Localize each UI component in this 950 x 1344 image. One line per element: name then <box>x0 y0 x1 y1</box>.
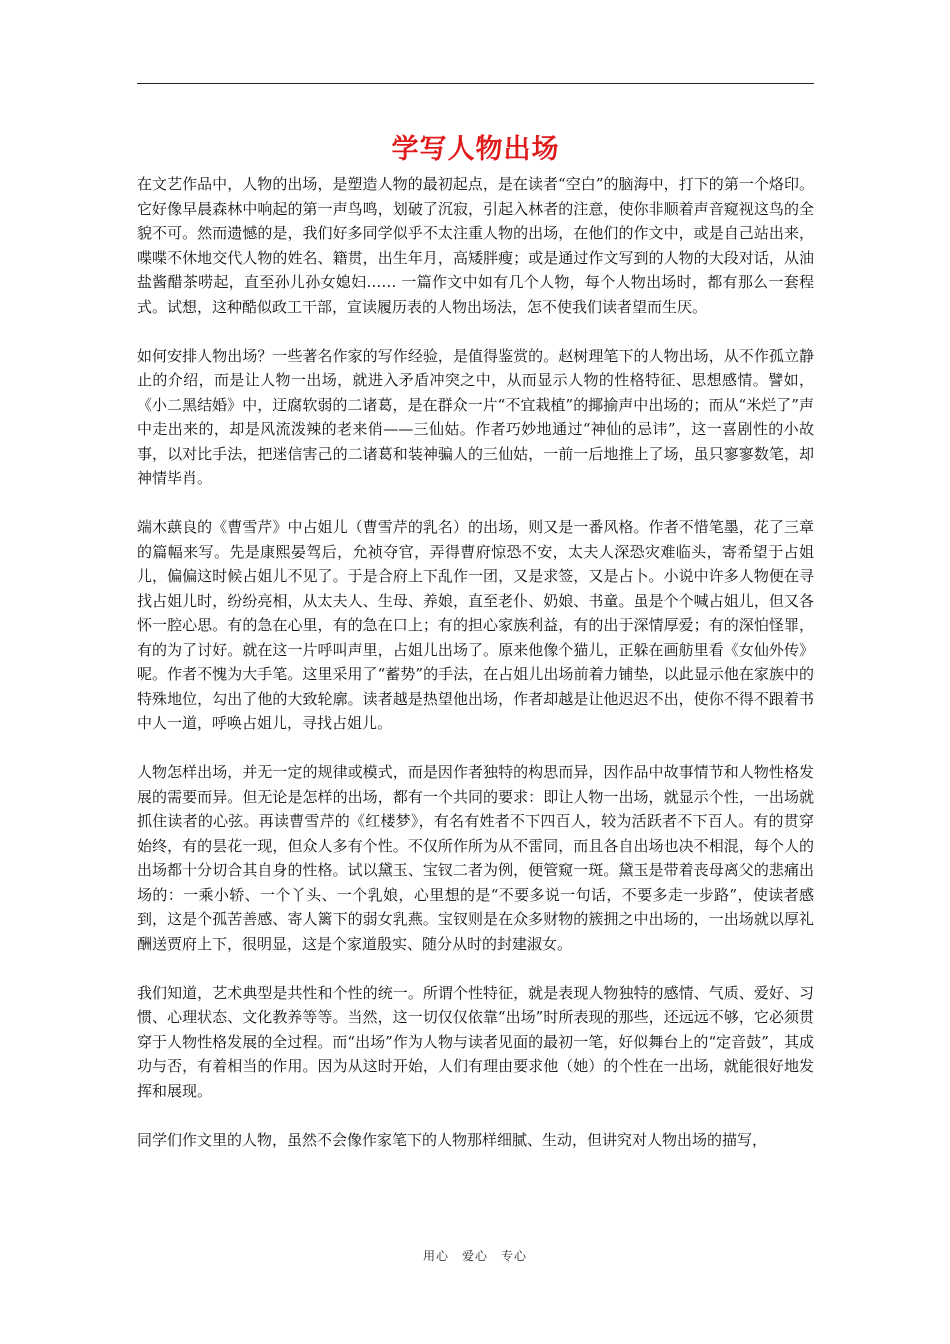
paragraph-6: 同学们作文里的人物，虽然不会像作家笔下的人物那样细腻、生动，但讲究对人物出场的描写， <box>137 1130 768 1149</box>
paragraph-4: 人物怎样出场，并无一定的规律或模式，而是因作者独特的构思而异，因作品中故事情节和人物性格发展的需要而异。但无论是怎样的出场，都有一个共同的要求：即让人物一出场，就显示个性，一出场就抓住读者的心弦。再读曹雪芹的《红楼梦》，有名有姓者不下四百人，较为活跃者不下百人。有的贯穿始终，有的昙花一现，但众人多有个性。不仅所作所为从不雷同，而且各自出场也决不相混，每个人的出场都十分切合其自身的性格。试以黛玉、宝钗二者为例，便管窥一斑。黛玉是带着丧母离父的悲痛出场的：一乘小轿、一个丫头、一个乳娘，心里想的是“不要多说一句话，不要多走一步路”，使读者感到，这是个孤苦善感、寄人篱下的弱女乳燕。宝钗则是在众多财物的簇拥之中出场的，一出场就以厚礼酬送贾府上下，很明显，这是个家道殷实、随分从时的封建淑女。 <box>137 763 814 953</box>
article-body <box>137 172 814 1177</box>
paragraph-5: 我们知道，艺术典型是共性和个性的统一。所谓个性特征，就是表现人物独特的感情、气质、爱好、习惯、心理状态、文化教养等等。当然，这一切仅仅依靠“出场”时所表现的那些，还远远不够，它必须贯穿于人物性格发展的全过程。而“出场”作为人物与读者见面的最初一笔，好似舞台上的“定音鼓”，其成功与否，有着相当的作用。因为从这时开始，人们有理由要求他（她）的个性在一出场，就能很好地发挥和展现。 <box>137 983 814 1100</box>
page-footer: 用心 爱心 专心 <box>422 1249 527 1263</box>
paragraph-2: 如何安排人物出场？一些著名作家的写作经验，是值得鉴赏的。赵树理笔下的人物出场，从不作孤立静止的介绍，而是让人物一出场，就进入矛盾冲突之中，从而显示人物的性格特征、思想感情。譬如，《小二黑结婚》中，迂腐软弱的二诸葛，是在群众一片“不宜栽植”的揶揄声中出场的；而从“米烂了”声中走出来的，却是风流泼辣的老来俏——三仙姑。作者巧妙地通过“神仙的忌讳”，这一喜剧性的小故事，以对比手法，把迷信害己的二诸葛和装神骗人的三仙姑，一前一后地推上了场，虽只寥寥数笔，却神情毕肖。 <box>137 346 814 487</box>
article-title: 学写人物出场 <box>391 134 560 165</box>
header-rule <box>137 83 814 84</box>
paragraph-1: 在文艺作品中，人物的出场，是塑造人物的最初起点，是在读者“空白”的脑海中，打下的第一个烙印。它好像早晨森林中响起的第一声鸟鸣，划破了沉寂，引起入林者的注意，使你非顺着声音窥视这鸟的全貌不可。然而遗憾的是，我们好多同学似乎不太注重人物的出场，在他们的作文中，或是自己站出来，喋喋不休地交代人物的姓名、籍贯，出生年月，高矮胖瘦；或是通过作文写到的人物的大段对话，从油盐酱醋茶唠起，直至孙儿孙女媳妇…… 一篇作文中如有几个人物，每个人物出场时，都有那么一套程式。试想，这种酷似政工干部，宣读履历表的人物出场法，怎不使我们读者望而生厌。 <box>137 175 814 316</box>
paragraph-3: 端木蕻良的《曹雪芹》中占姐儿（曹雪芹的乳名）的出场，则又是一番风格。作者不惜笔墨，花了三章的篇幅来写。先是康熙晏驾后，允祯夺官，弄得曹府惊恐不安，太夫人深恐灾难临头，寄希望于占姐儿，偏偏这时候占姐儿不见了。于是合府上下乱作一团，又是求签，又是占卜。小说中许多人物便在寻找占姐儿时，纷纷亮相，从太夫人、生母、养娘，直至老仆、奶娘、书童。虽是个个喊占姐儿，但又各怀一腔心思。有的急在心里，有的急在口上；有的担心家族利益，有的出于深情厚爱；有的深怕怪罪，有的为了讨好。就在这一片呼叫声里，占姐儿出场了。原来他像个猫儿，正躲在画舫里看《女仙外传》呢。作者不愧为大手笔。这里采用了“蓄势”的手法，在占姐儿出场前着力铺垫，以此显示他在家族中的特殊地位，勾出了他的大致轮廓。读者越是热望他出场，作者却越是让他迟迟不出，使你不得不跟着书中人一道，呼唤占姐儿，寻找占姐儿。 <box>137 518 814 732</box>
